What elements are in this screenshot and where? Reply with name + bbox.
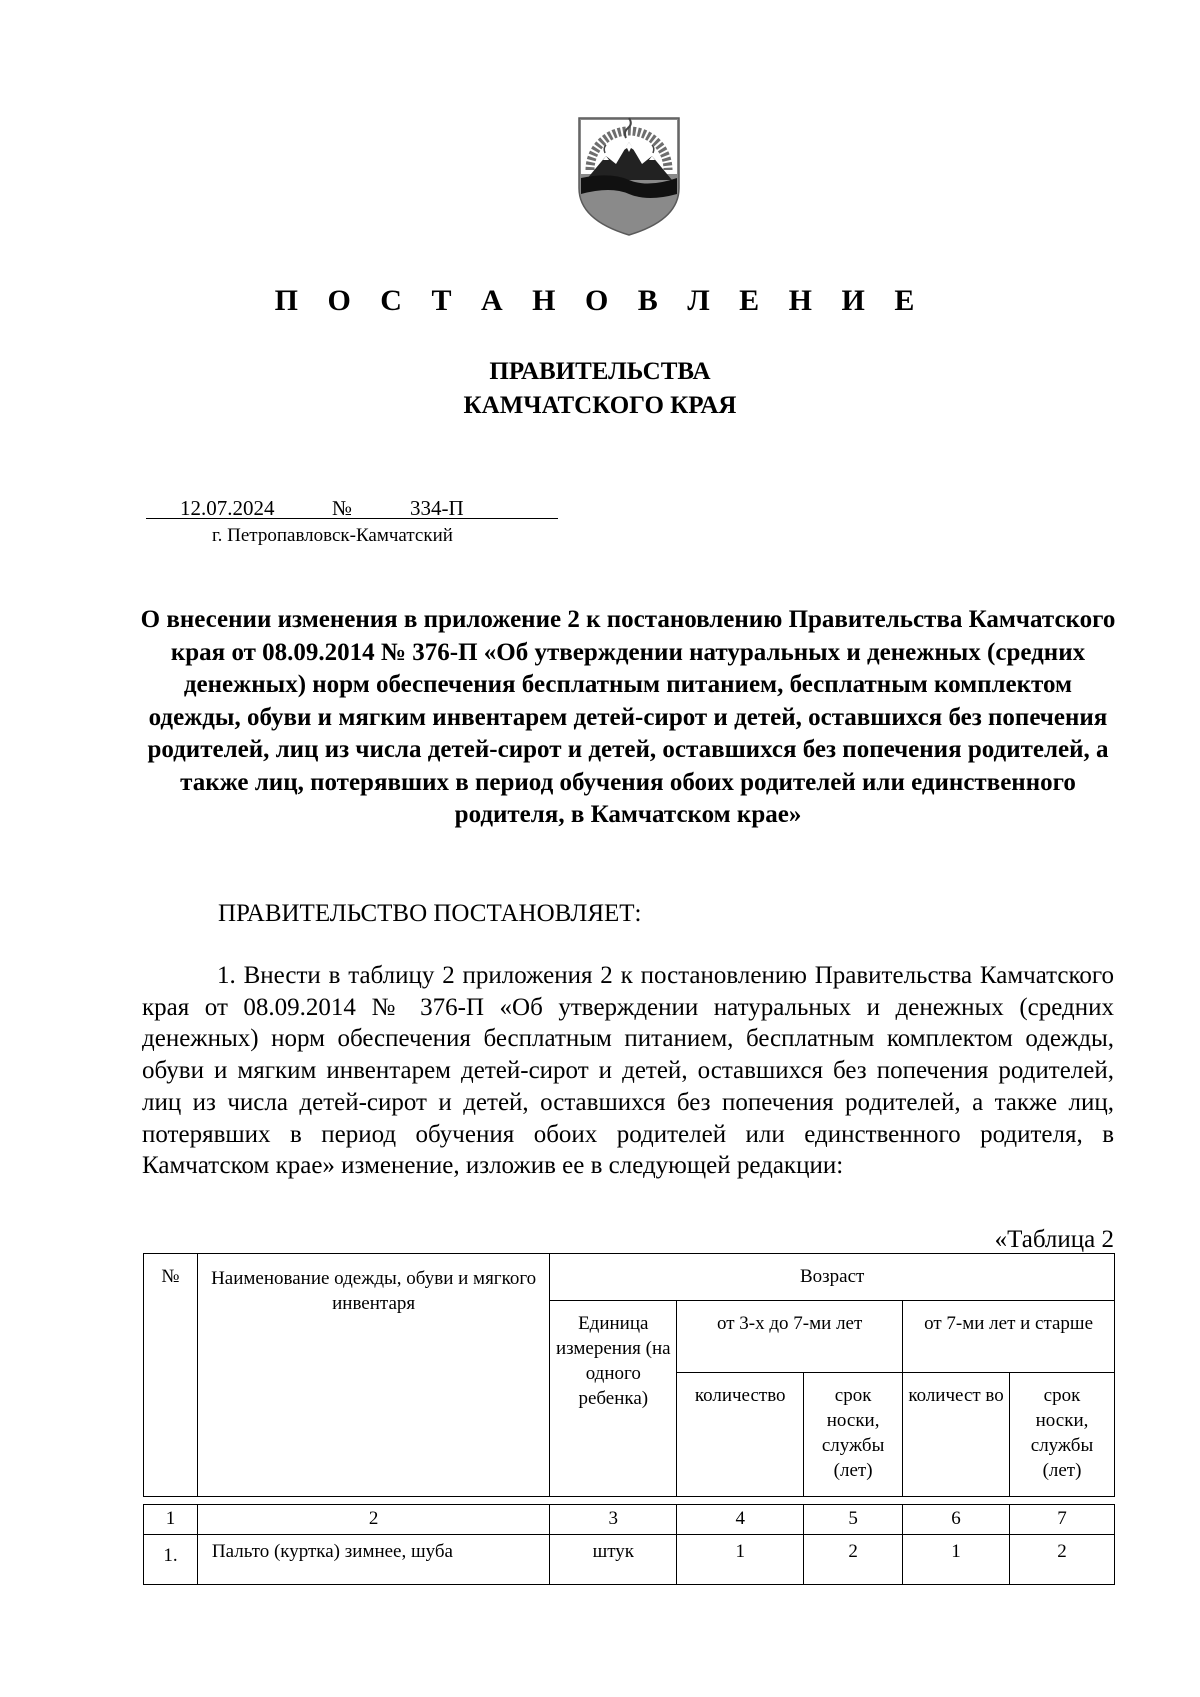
city-name: г. Петропавловск-Камчатский: [212, 525, 453, 546]
header-qty-1: количество: [677, 1373, 804, 1497]
column-number: 3: [550, 1505, 677, 1535]
header-age-group-2: от 7-ми лет и старше: [903, 1301, 1115, 1373]
document-type-title: П О С Т А Н О В Л Е Н И Е: [274, 284, 926, 317]
header-no: №: [144, 1254, 198, 1497]
item-unit: штук: [550, 1535, 677, 1585]
header-qty-2: количест во: [903, 1373, 1010, 1497]
item-qty-1: 1: [677, 1535, 804, 1585]
issuing-authority: [0, 355, 1200, 423]
header-name: Наименование одежды, обуви и мягкого инвентаря: [197, 1254, 549, 1497]
column-number: 2: [197, 1505, 549, 1535]
header-spacer-row: [144, 1497, 1115, 1505]
paragraph-1: 1. Внести в таблицу 2 приложения 2 к постановлению Правительства Камчатского края от 08.09.2014 № 376-П «Об утверждении натуральных и денежных (средних денежных) норм обеспечения бесплатным питанием, бесплатным комплектом одежды, обуви и мягким инвентарем детей-сирот и детей, оставшихся без попечения родителей, лиц из числа детей-сирот и детей, оставшихся без попечения родителей, а также лиц, потерявших в период обучения обоих родителей или единственного родителя, в Камчатском крае» изменение, изложив ее в следующей редакции:: [142, 962, 1114, 1180]
header-unit: Единица измерения (на одного ребенка): [550, 1301, 677, 1497]
table-row: [144, 1535, 1115, 1585]
item-term-1: 2: [804, 1535, 903, 1585]
item-name: Пальто (куртка) зимнее, шуба: [197, 1535, 549, 1585]
column-number: 5: [804, 1505, 903, 1535]
document-subject: О внесении изменения в приложение 2 к постановлению Правительства Камчатского края от 08.09.2014 № 376-П «Об утверждении натуральных и денежных (средних денежных) норм обеспечения бесплатным питанием, бесплатным комплектом одежды, обуви и мягким инвентарем детей-сирот и детей, оставшихся без попечения родителей, лиц из числа детей-сирот и детей, оставшихся без попечения родителей, а также лиц, потерявших в период обучения обоих родителей или единственного родителя, в Камчатском крае»: [140, 606, 1116, 828]
number-sign: №: [332, 496, 353, 520]
document-number: 334-П: [410, 496, 464, 520]
table-caption: «Таблица 2: [994, 1226, 1114, 1253]
decree-statement: ПРАВИТЕЛЬСТВО ПОСТАНОВЛЯЕТ:: [218, 900, 642, 927]
date-number-line: [146, 494, 558, 522]
document-date: 12.07.2024: [180, 496, 275, 520]
table-header-row: [144, 1254, 1115, 1301]
header-term-2: срок носки, службы (лет): [1010, 1373, 1115, 1497]
header-term-1: срок носки, службы (лет): [804, 1373, 903, 1497]
header-spacer: [144, 1497, 1115, 1505]
authority-line-2: КАМЧАТСКОГО КРАЯ: [463, 392, 737, 419]
row-number: 1.: [144, 1535, 198, 1585]
item-term-2: 2: [1010, 1535, 1115, 1585]
column-number-row: [144, 1505, 1115, 1535]
column-number: 1: [144, 1505, 198, 1535]
column-number: 6: [903, 1505, 1010, 1535]
item-qty-2: 1: [903, 1535, 1010, 1585]
header-age-group-1: от 3-х до 7-ми лет: [677, 1301, 903, 1373]
header-age: Возраст: [550, 1254, 1115, 1301]
clothing-norms-table: [143, 1253, 1115, 1585]
authority-line-1: ПРАВИТЕЛЬСТВА: [489, 358, 711, 385]
column-number: 7: [1010, 1505, 1115, 1535]
coat-of-arms-icon: [576, 108, 682, 238]
column-number: 4: [677, 1505, 804, 1535]
